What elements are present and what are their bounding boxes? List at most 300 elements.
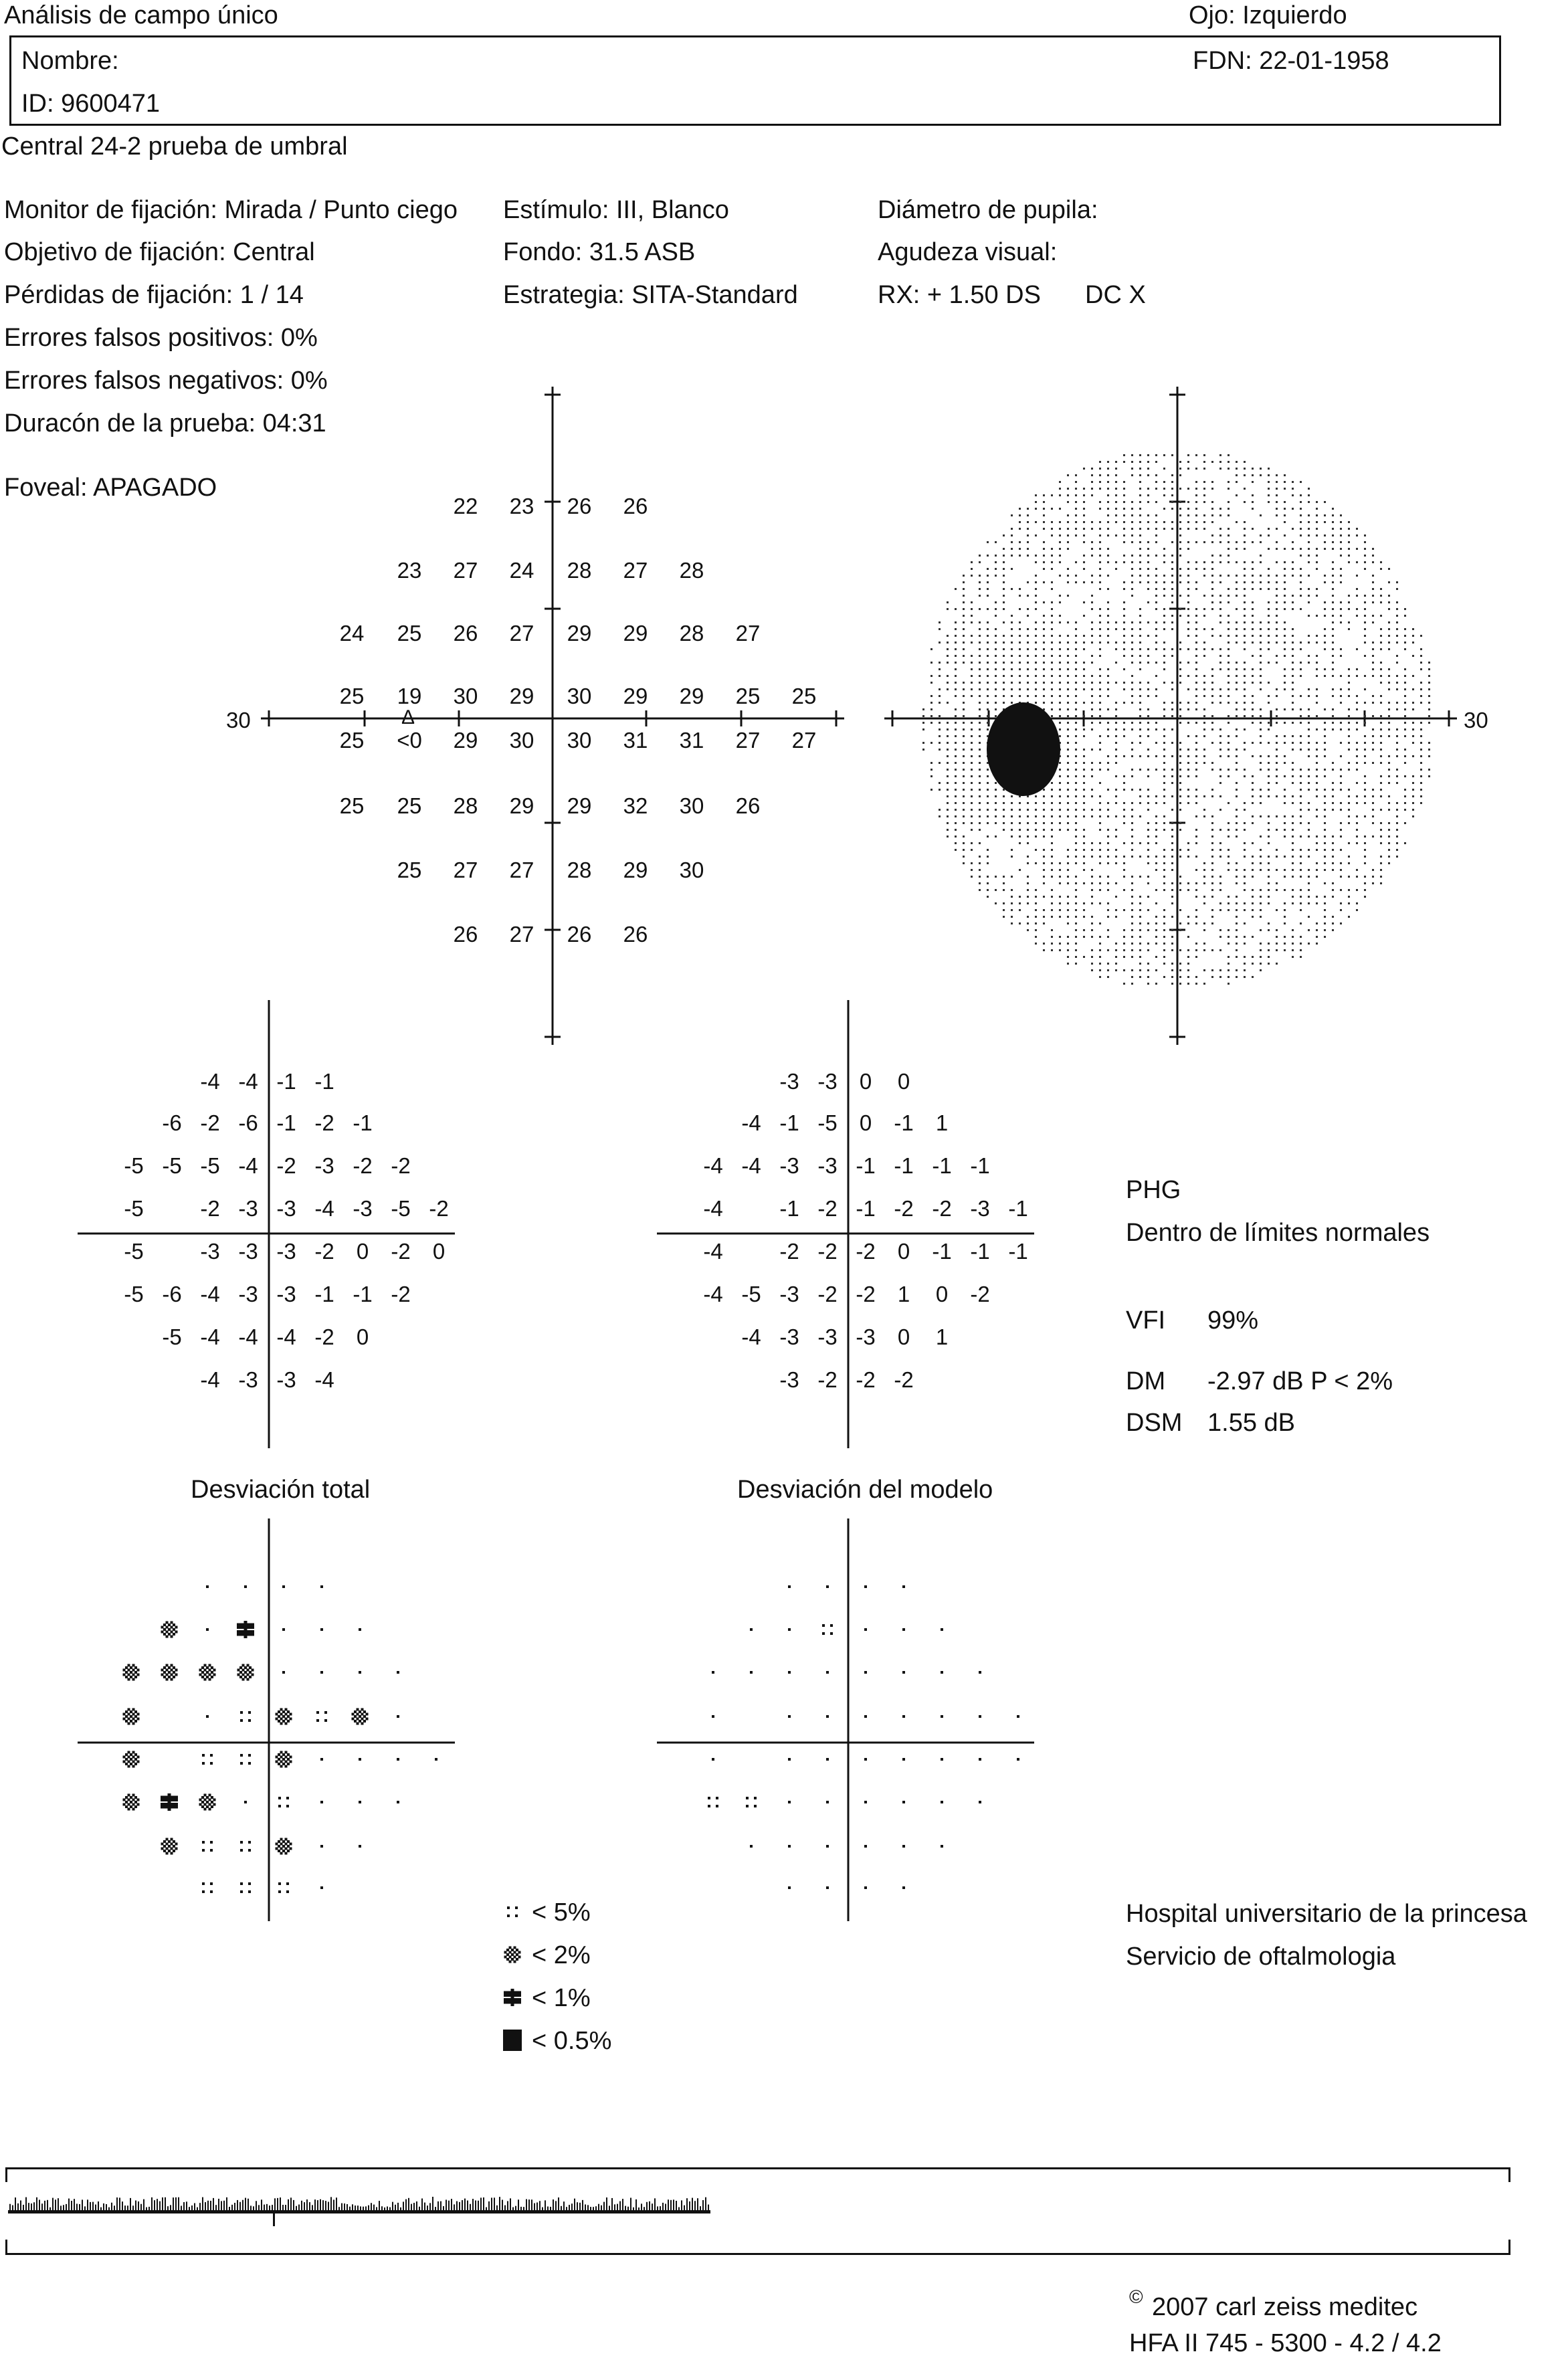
grayscale-dot [1099,949,1101,951]
grayscale-dot [1372,809,1374,811]
grayscale-dot [1364,755,1366,757]
grayscale-dot [1203,521,1205,523]
grayscale-dot [1404,695,1406,697]
grayscale-dot [1019,922,1021,924]
grayscale-dot [1131,849,1133,851]
grayscale-dot [1019,822,1021,824]
grayscale-dot [1091,548,1093,550]
grayscale-dot [1011,615,1013,617]
grayscale-dot [1163,468,1165,470]
grayscale-dot [1348,695,1350,697]
grayscale-dot [1244,648,1246,650]
grayscale-dot [1364,762,1366,764]
grayscale-dot [1308,775,1310,777]
grayscale-dot [1356,749,1358,751]
gaze-spike [646,2202,648,2210]
grayscale-dot [1043,501,1045,503]
grayscale-dot [1356,822,1358,824]
grayscale-dot [1067,829,1069,831]
gaze-spike [108,2207,110,2210]
grayscale-dot [1099,795,1101,797]
grayscale-dot [1139,735,1141,737]
grayscale-dot [1396,809,1398,811]
grayscale-dot [1131,635,1133,637]
grayscale-dot [1187,976,1189,978]
grayscale-dot [1171,822,1173,824]
grayscale-dot [1388,775,1390,777]
grayscale-dot [1019,869,1021,871]
grayscale-dot [1380,835,1382,838]
gaze-spike [518,2199,519,2210]
grayscale-dot [1316,514,1318,516]
grayscale-dot [1284,708,1286,710]
grayscale-dot [1027,548,1029,550]
grayscale-dot [1348,862,1350,864]
grayscale-dot [1203,876,1205,878]
gaze-spike [371,2203,372,2210]
grayscale-dot [1276,889,1278,891]
grayscale-dot [1027,541,1029,543]
grayscale-dot [1324,936,1326,938]
grayscale-dot [971,862,973,864]
grayscale-dot [1091,969,1093,971]
grayscale-dot [1139,575,1141,577]
gaze-spike [197,2207,198,2210]
normal-dot-symbol [282,1671,285,1674]
grayscale-dot [1083,869,1085,871]
normal-dot-symbol [826,1758,829,1761]
grayscale-dot [1308,835,1310,838]
grayscale-dot [1292,601,1294,603]
grayscale-dot [1003,815,1005,817]
grayscale-dot [1155,528,1157,530]
grayscale-dot [1340,922,1342,924]
grayscale-dot [1244,575,1246,577]
grayscale-dot [1035,595,1037,597]
grayscale-dot [1364,595,1366,597]
grayscale-dot [1075,922,1077,924]
grayscale-dot [1195,488,1197,490]
grayscale-dot [979,822,981,824]
normal-dot-symbol [320,1758,323,1761]
grayscale-dot [1284,521,1286,523]
grayscale-dot [1292,628,1294,630]
grayscale-dot [1316,876,1318,878]
grayscale-dot [1019,815,1021,817]
grayscale-dot [1396,802,1398,804]
grayscale-dot [1236,922,1238,924]
p2-symbol [161,1621,178,1638]
grayscale-dot [1203,735,1205,737]
grayscale-dot [1364,688,1366,690]
grayscale-dot [1348,876,1350,878]
threshold-value: 29 [679,684,704,708]
grayscale-dot [1003,702,1005,704]
grayscale-dot [1203,628,1205,630]
grayscale-dot [1107,876,1109,878]
grayscale-dot [1364,742,1366,744]
grayscale-dot [1051,675,1053,677]
threshold-value: 29 [567,793,592,818]
grayscale-dot [1228,943,1230,945]
grayscale-dot [1260,728,1262,730]
grayscale-dot [1075,882,1077,884]
grayscale-dot [1195,976,1197,978]
grayscale-dot [1179,682,1181,684]
grayscale-dot [1027,628,1029,630]
grayscale-dot [1332,561,1334,563]
grayscale-dot [1211,762,1213,764]
grayscale-dot [1276,474,1278,476]
grayscale-dot [1203,728,1205,730]
grayscale-dot [1292,782,1294,784]
grayscale-dot [1356,835,1358,838]
grayscale-dot [1244,869,1246,871]
grayscale-dot [1236,668,1238,670]
grayscale-dot [1380,568,1382,570]
gaze-spike [475,2200,476,2210]
grayscale-dot [1035,662,1037,664]
grayscale-dot [1139,521,1141,523]
grayscale-dot [1083,789,1085,791]
grayscale-dot [1244,909,1246,911]
grayscale-dot [995,575,997,577]
grayscale-dot [1244,842,1246,844]
grayscale-dot [1083,902,1085,904]
grayscale-dot [1252,695,1254,697]
grayscale-dot [1155,802,1157,804]
grayscale-dot [1115,749,1117,751]
grayscale-dot [1252,655,1254,657]
grayscale-dot [1075,682,1077,684]
grayscale-dot [1348,762,1350,764]
grayscale-dot [1083,769,1085,771]
grayscale-dot [1027,595,1029,597]
grayscale-dot [1300,534,1302,536]
grayscale-dot [1203,481,1205,483]
grayscale-dot [947,655,949,657]
grayscale-dot [1195,829,1197,831]
grayscale-dot [1099,936,1101,938]
grayscale-dot [1404,648,1406,650]
grayscale-dot [1067,668,1069,670]
fixation-monitor: Monitor de fijación: Mirada / Punto ciego [4,196,458,224]
grayscale-dot [971,728,973,730]
grayscale-dot [1139,896,1141,898]
grayscale-dot [1027,635,1029,637]
grayscale-dot [1067,655,1069,657]
gaze-spike [700,2206,701,2210]
grayscale-dot [1027,862,1029,864]
grayscale-dot [1219,514,1221,516]
grayscale-dot [987,862,989,864]
grayscale-dot [1019,508,1021,510]
pattern-deviation-title: Desviación del modelo [737,1476,993,1504]
grayscale-dot [1428,755,1430,757]
grayscale-dot [1075,715,1077,717]
grayscale-dot [1308,548,1310,550]
pattern-deviation-value: 0 [897,1069,910,1094]
grayscale-dot [1091,815,1093,817]
grayscale-dot [1348,521,1350,523]
grayscale-dot [987,575,989,577]
grayscale-dot [1276,608,1278,610]
grayscale-dot [1284,682,1286,684]
grayscale-dot [1276,949,1278,951]
grayscale-dot [1163,494,1165,496]
p5-symbol [202,1882,213,1893]
gaze-spike [52,2198,54,2210]
grayscale-dot [1308,494,1310,496]
grayscale-dot [971,842,973,844]
grayscale-dot [1380,648,1382,650]
grayscale-dot [987,769,989,771]
grayscale-dot [1324,501,1326,503]
grayscale-dot [1428,702,1430,704]
department-name: Servicio de oftalmologia [1126,1943,1396,1971]
grayscale-dot [1139,668,1141,670]
grayscale-dot [1139,628,1141,630]
grayscale-dot [1244,521,1246,523]
grayscale-dot [1083,468,1085,470]
grayscale-dot [1324,648,1326,650]
grayscale-dot [1067,621,1069,623]
grayscale-dot [1075,702,1077,704]
grayscale-dot [1268,494,1270,496]
grayscale-dot [1131,528,1133,530]
blind-spot-dark [987,702,1060,796]
grayscale-dot [1252,936,1254,938]
normal-dot-symbol [941,1845,943,1848]
grayscale-dot [1284,742,1286,744]
grayscale-dot [1404,795,1406,797]
grayscale-dot [1195,708,1197,710]
grayscale-dot [1027,902,1029,904]
grayscale-dot [1179,708,1181,710]
grayscale-dot [1316,675,1318,677]
grayscale-dot [1195,454,1197,456]
grayscale-dot [1147,454,1149,456]
grayscale-dot [1260,635,1262,637]
grayscale-dot [1203,655,1205,657]
grayscale-dot [1292,902,1294,904]
grayscale-dot [979,742,981,744]
pattern-deviation-value: -3 [779,1153,799,1178]
grayscale-dot [1211,508,1213,510]
grayscale-dot [1075,521,1077,523]
grayscale-dot [1123,555,1125,557]
grayscale-dot [1067,635,1069,637]
grayscale-dot [979,668,981,670]
pattern-deviation-value: -2 [856,1367,876,1392]
gaze-spike [384,2207,385,2210]
grayscale-dot [1179,722,1181,724]
grayscale-dot [963,628,965,630]
grayscale-dot [1059,815,1061,817]
grayscale-dot [1067,722,1069,724]
grayscale-dot [1260,956,1262,958]
grayscale-dot [987,628,989,630]
grayscale-dot [1019,655,1021,657]
grayscale-dot [1356,575,1358,577]
grayscale-dot [1067,575,1069,577]
grayscale-dot [963,728,965,730]
grayscale-dot [1107,588,1109,590]
grayscale-dot [1203,688,1205,690]
grayscale-dot [971,635,973,637]
grayscale-dot [1276,715,1278,717]
grayscale-dot [1228,575,1230,577]
grayscale-dot [1300,581,1302,583]
grayscale-dot [1035,575,1037,577]
gaze-spike [365,2206,367,2210]
grayscale-dot [1420,655,1422,657]
grayscale-dot [1139,581,1141,583]
grayscale-dot [1300,936,1302,938]
grayscale-dot [1067,782,1069,784]
grayscale-dot [1099,688,1101,690]
grayscale-dot [1324,615,1326,617]
grayscale-dot [1276,688,1278,690]
grayscale-dot [1308,735,1310,737]
grayscale-dot [1051,668,1053,670]
grayscale-dot [1276,755,1278,757]
grayscale-dot [1211,882,1213,884]
grayscale-dot [1099,769,1101,771]
grayscale-dot [1228,695,1230,697]
normal-dot-symbol [979,1758,981,1761]
gaze-spike [352,2204,353,2210]
grayscale-dot [1332,548,1334,550]
grayscale-dot [1067,749,1069,751]
grayscale-dot [1308,742,1310,744]
grayscale-dot [1131,675,1133,677]
grayscale-dot [1163,916,1165,918]
grayscale-dot [1171,715,1173,717]
gaze-spike [472,2199,474,2210]
grayscale-dot [1252,581,1254,583]
gaze-spike [451,2199,452,2210]
grayscale-dot [1147,561,1149,563]
grayscale-dot [1163,929,1165,931]
grayscale-dot [1420,742,1422,744]
grayscale-dot [947,688,949,690]
gaze-spike [231,2205,233,2210]
grayscale-dot [1236,956,1238,958]
grayscale-dot [1187,541,1189,543]
grayscale-dot [1067,882,1069,884]
grayscale-dot [987,722,989,724]
grayscale-dot [1059,896,1061,898]
grayscale-dot [1195,956,1197,958]
grayscale-dot [1348,856,1350,858]
grayscale-dot [1332,862,1334,864]
grayscale-dot [1260,849,1262,851]
grayscale-dot [1043,555,1045,557]
grayscale-dot [1292,702,1294,704]
grayscale-dot [1131,561,1133,563]
grayscale-dot [1011,555,1013,557]
grayscale-dot [955,769,957,771]
grayscale-dot [947,809,949,811]
grayscale-dot [1003,668,1005,670]
grayscale-dot [1268,662,1270,664]
grayscale-dot [1035,534,1037,536]
normal-dot-symbol [320,1801,323,1803]
grayscale-dot [1236,896,1238,898]
grayscale-dot [1027,662,1029,664]
grayscale-dot [1380,635,1382,637]
grayscale-dot [1292,856,1294,858]
grayscale-dot [1260,789,1262,791]
grayscale-dot [1107,969,1109,971]
grayscale-dot [963,635,965,637]
grayscale-dot [1155,514,1157,516]
grayscale-dot [1051,943,1053,945]
grayscale-dot [1075,528,1077,530]
grayscale-dot [1308,655,1310,657]
grayscale-dot [1083,662,1085,664]
normal-dot-symbol [206,1628,209,1631]
grayscale-dot [1155,755,1157,757]
grayscale-dot [995,635,997,637]
grayscale-dot [1300,501,1302,503]
grayscale-dot [1147,648,1149,650]
grayscale-dot [1404,762,1406,764]
grayscale-dot [1003,688,1005,690]
grayscale-dot [1067,702,1069,704]
grayscale-dot [1067,548,1069,550]
grayscale-dot [1260,862,1262,864]
grayscale-dot [1292,481,1294,483]
grayscale-dot [1051,628,1053,630]
grayscale-dot [1252,782,1254,784]
fixation-losses: Pérdidas de fijación: 1 / 14 [4,281,304,309]
grayscale-dot [1019,809,1021,811]
total-deviation-value: -3 [238,1196,258,1221]
grayscale-dot [1067,735,1069,737]
grayscale-dot [1364,715,1366,717]
grayscale-dot [1059,621,1061,623]
grayscale-dot [1300,595,1302,597]
gaze-spike [419,2207,420,2210]
grayscale-dot [1316,548,1318,550]
grayscale-dot [1115,628,1117,630]
grayscale-dot [1252,889,1254,891]
grayscale-dot [963,849,965,851]
grayscale-dot [955,735,957,737]
grayscale-dot [1019,555,1021,557]
grayscale-dot [1364,722,1366,724]
grayscale-dot [1123,454,1125,456]
grayscale-dot [1171,829,1173,831]
grayscale-dot [1396,829,1398,831]
grayscale-dot [1308,755,1310,757]
grayscale-dot [1372,548,1374,550]
grayscale-dot [1404,702,1406,704]
grayscale-dot [1187,601,1189,603]
grayscale-dot [987,702,989,704]
grayscale-dot [1107,635,1109,637]
grayscale-dot [1003,601,1005,603]
grayscale-dot [1083,688,1085,690]
grayscale-dot [1268,782,1270,784]
grayscale-dot [1035,494,1037,496]
grayscale-dot [1316,775,1318,777]
threshold-value: 31 [679,728,704,753]
grayscale-dot [1139,561,1141,563]
grayscale-dot [1131,902,1133,904]
